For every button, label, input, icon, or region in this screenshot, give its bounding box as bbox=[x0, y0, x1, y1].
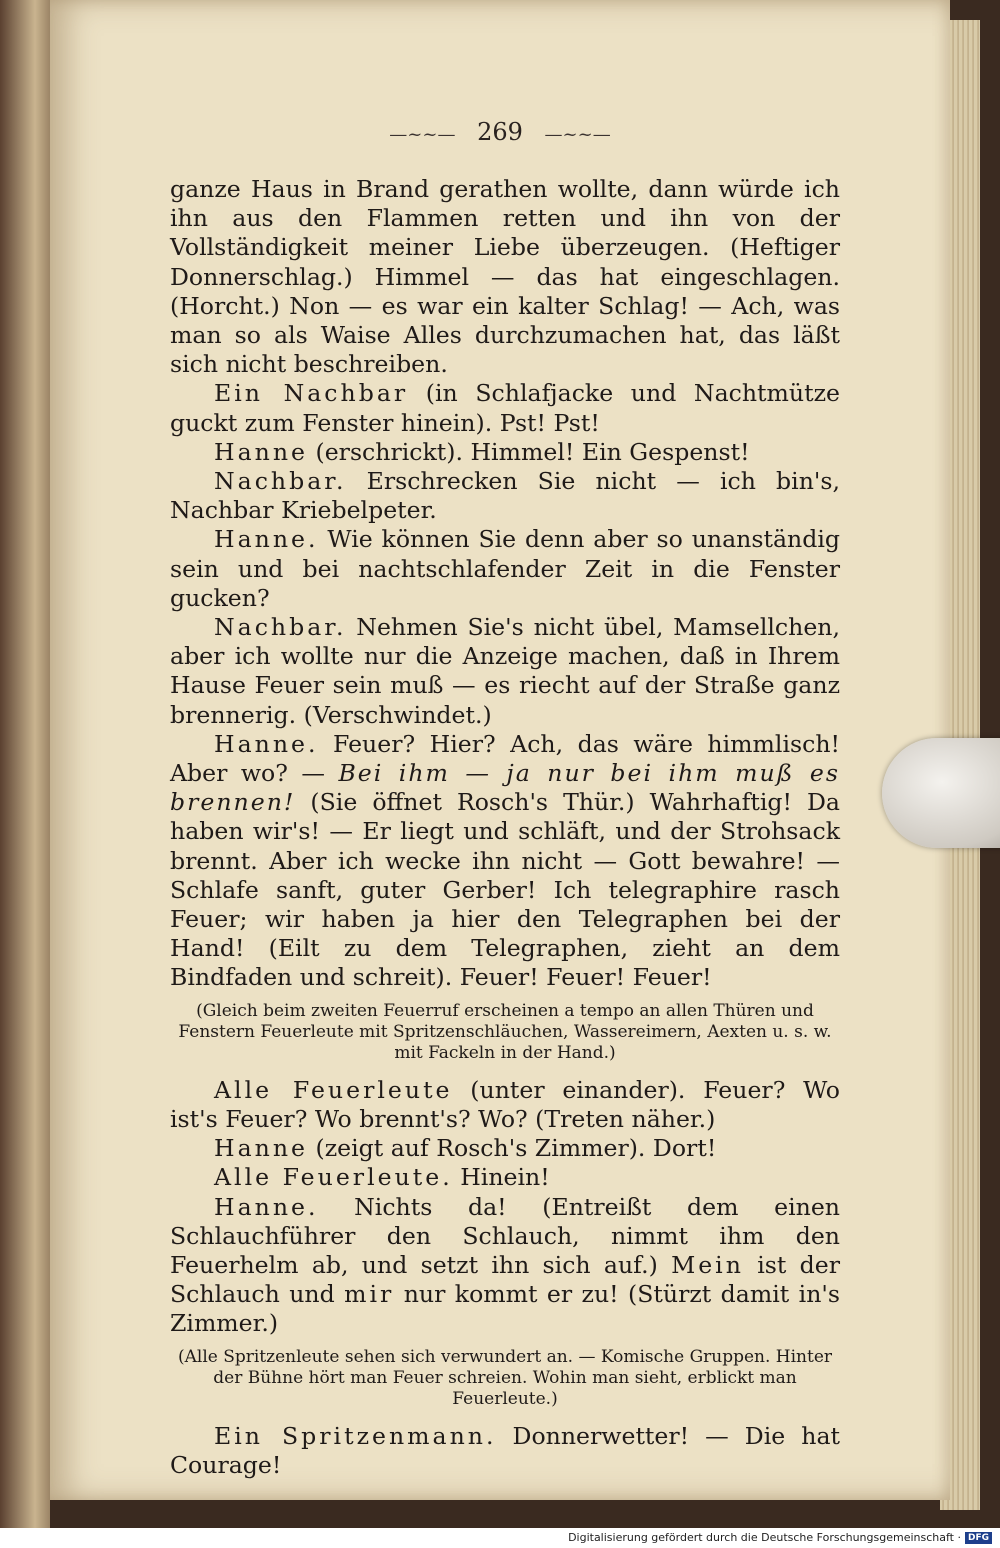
book-page bbox=[50, 0, 950, 1500]
paragraph-text: Feuer? Hier? Ach, das wäre himmlisch! Aber wo? — bbox=[170, 729, 840, 788]
paragraph-text: Nehmen Sie's nicht übel, Mamsellchen, aber ich wollte nur die Anzeige machen, daß in Ihrem Hause Feuer sein muß — es riecht auf der Straße ganz brennerig. (Verschwindet.) bbox=[170, 613, 840, 729]
speaker-name: Ein Spritzenmann. bbox=[214, 1421, 497, 1450]
paragraph bbox=[170, 1193, 840, 1339]
paragraph bbox=[170, 438, 840, 467]
paragraph-text: (in Schlafjacke und Nachtmütze guckt zum Fenster hinein). Pst! Pst! bbox=[170, 379, 840, 437]
paragraph-text: ganze Haus in Brand gerathen wollte, dann würde ich ihn aus den Flammen retten und ihn von der Vollständigkeit meiner Liebe überzeugen. (Heftiger Donnerschlag.) Himmel — das hat eingeschlagen. (Horcht.) Non — es war ein kalter Schlag! — Ach, was man so als Waise Alles durchzumachen hat, das läßt sich nicht beschreiben. bbox=[170, 175, 840, 379]
speaker-name: Hanne bbox=[214, 437, 308, 466]
paragraph-text: Wie können Sie denn aber so unanständig sein und bei nachtschlafender Zeit in die Fenster gucken? bbox=[170, 525, 840, 612]
header-ornament-right: —~~— bbox=[544, 124, 611, 145]
speaker-name: Nachbar. bbox=[214, 467, 347, 496]
paragraph bbox=[170, 175, 840, 379]
paragraph bbox=[170, 525, 840, 613]
paragraph-text: (erschrickt). Himmel! Ein Gespenst! bbox=[308, 437, 750, 466]
page-number: 269 bbox=[477, 118, 523, 146]
paragraph-text: Nichts da! (Entreißt dem einen Schlauchführer den Schlauch, nimmt ihm den Feuerhelm ab, und setzt ihn sich auf.) bbox=[170, 1192, 840, 1279]
speaker-name: Hanne. bbox=[214, 729, 319, 758]
paragraph bbox=[170, 467, 840, 525]
header-ornament-left: —~~— bbox=[389, 124, 456, 145]
speaker-name: Hanne. bbox=[214, 1192, 319, 1221]
paragraph-text: nur kommt er zu! (Stürzt damit in's Zimmer.) bbox=[170, 1280, 840, 1338]
paragraph bbox=[170, 613, 840, 730]
paragraph-text: Hinein! bbox=[452, 1163, 550, 1192]
scanner-thumb-clip bbox=[882, 738, 1000, 848]
speaker-name: Hanne bbox=[214, 1134, 308, 1163]
footer-credit bbox=[568, 1531, 992, 1544]
paragraph-text: (unter einander). Feuer? Wo ist's Feuer? Wo brennt's? Wo? (Treten näher.) bbox=[170, 1075, 840, 1133]
stage-direction: (Alle Spritzenleute sehen sich verwundert an. — Komische Gruppen. Hinter der Bühne hört man Feuer schreien. Wohin man sieht, erblickt man Feuerleute.) bbox=[177, 1346, 833, 1409]
speaker-name: Nachbar. bbox=[214, 613, 347, 642]
paragraph-text: Donnerwetter! — Die hat Courage! bbox=[170, 1421, 840, 1479]
footer-text: Digitalisierung gefördert durch die Deutsche Forschungsgemeinschaft · bbox=[568, 1531, 961, 1544]
speaker-name: Hanne. bbox=[214, 525, 319, 554]
paragraph-text: ist der Schlauch und bbox=[170, 1250, 840, 1309]
paragraph-text: Erschrecken Sie nicht — ich bin's, Nachbar Kriebelpeter. bbox=[170, 467, 840, 525]
facing-page-edge bbox=[0, 0, 50, 1528]
paragraph bbox=[170, 730, 840, 993]
dfg-logo: DFG bbox=[965, 1532, 992, 1544]
emphasized-text: Bei ihm — ja nur bei ihm muß es brennen! bbox=[170, 759, 840, 817]
speaker-name: Alle Feuerleute bbox=[214, 1075, 453, 1104]
stage-direction: (Gleich beim zweiten Feuerruf erscheinen a tempo an allen Thüren und Fenstern Feuerleute mit Spritzenschläuchen, Wassereimern, Aexten u. s. w. mit Fackeln in der Hand.) bbox=[178, 1000, 832, 1063]
speaker-name: Ein Nachbar bbox=[214, 379, 409, 408]
paragraph-text: (zeigt auf Rosch's Zimmer). Dort! bbox=[308, 1134, 717, 1163]
page-header bbox=[50, 118, 950, 146]
paragraph bbox=[170, 1163, 840, 1192]
paragraph bbox=[170, 1076, 840, 1134]
paragraph-text: (Sie öffnet Rosch's Thür.) Wahrhaftig! Da haben wir's! — Er liegt und schläft, und der Strohsack brennt. Aber ich wecke ihn nicht — Gott bewahre! — Schlafe sanft, guter Gerber! Ich telegraphire rasch Feuer; wir haben ja hier den Telegraphen bei der Hand! (Eilt zu dem Telegraphen, zieht an dem Bindfaden und schreit). Feuer! Feuer! Feuer! bbox=[170, 788, 840, 992]
paragraph bbox=[170, 1134, 840, 1163]
emphasized-text: Mein bbox=[671, 1250, 744, 1279]
speaker-name: Alle Feuerleute. bbox=[214, 1163, 453, 1192]
paragraph bbox=[170, 379, 840, 437]
paragraph bbox=[170, 1422, 840, 1480]
emphasized-text: mir bbox=[344, 1280, 395, 1309]
body-text bbox=[170, 175, 840, 1480]
